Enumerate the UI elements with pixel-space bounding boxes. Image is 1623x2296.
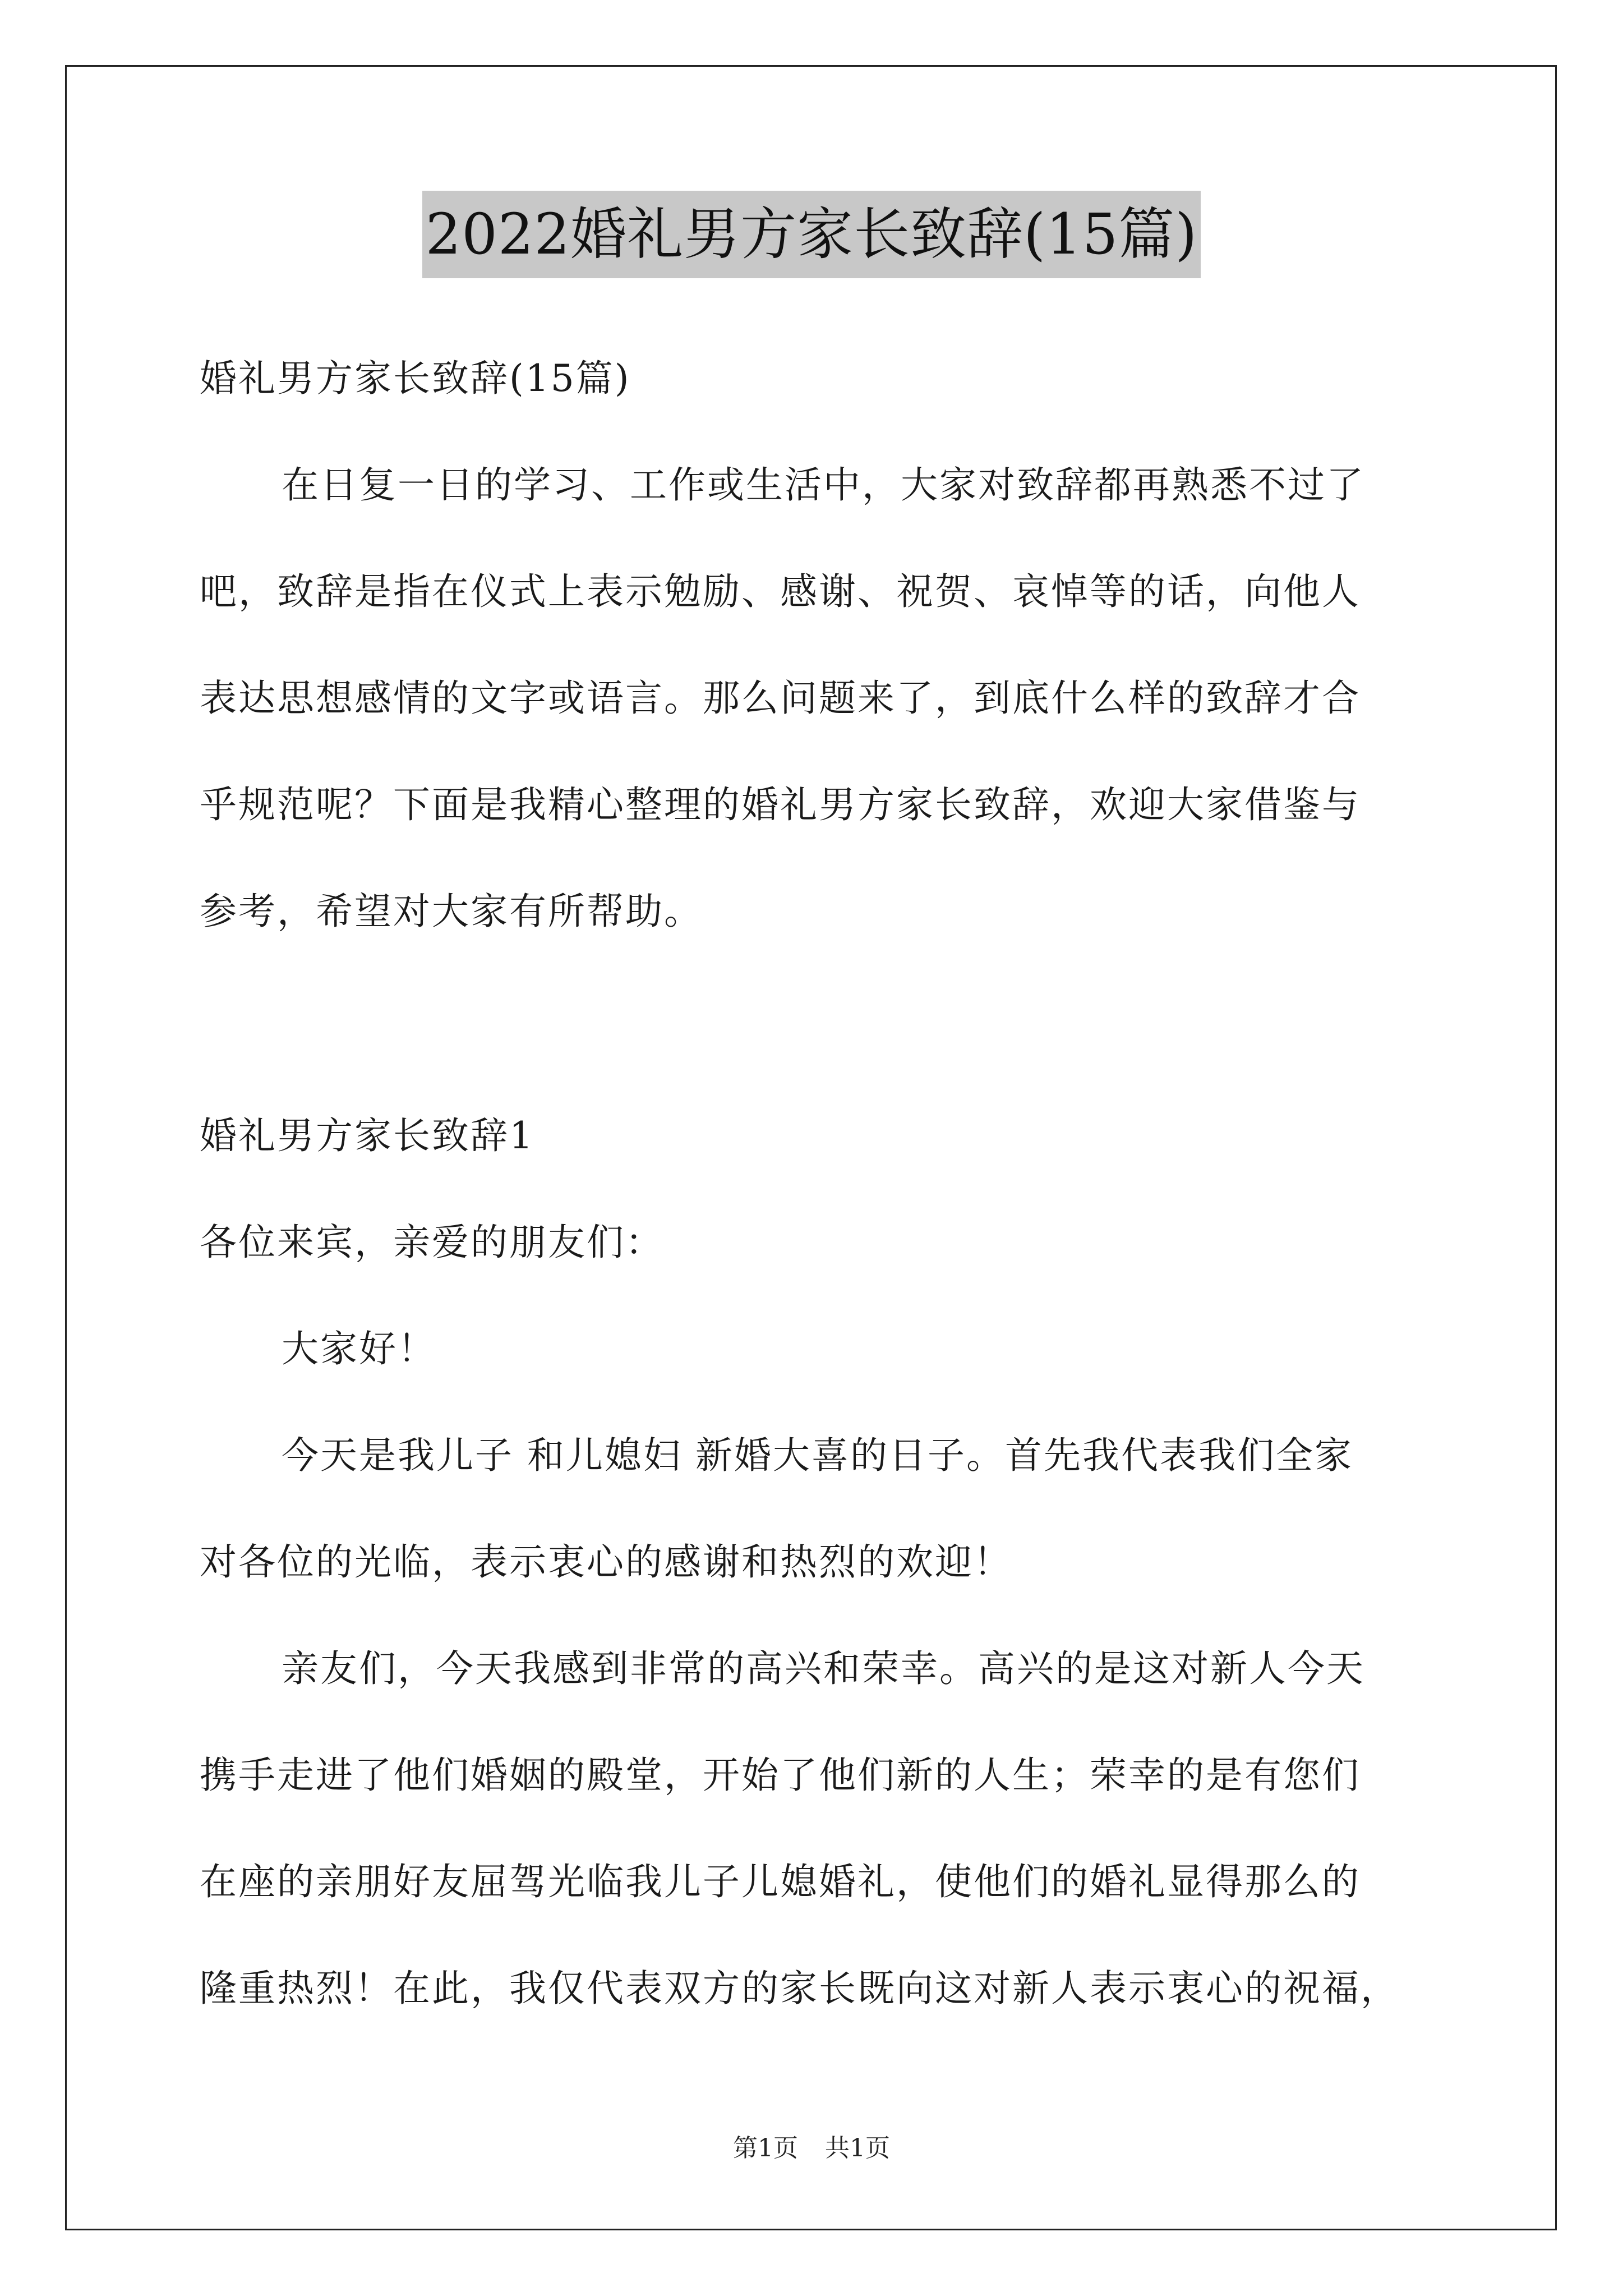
salutation: 各位来宾，亲爱的朋友们：	[200, 1221, 664, 1264]
intro-line: 表达思想感情的文字或语言。那么问题来了，到底什么样的致辞才合	[200, 677, 1361, 720]
paragraph-line: 亲友们，今天我感到非常的高兴和荣幸。高兴的是这对新人今天	[282, 1647, 1365, 1690]
intro-line: 乎规范呢？下面是我精心整理的婚礼男方家长致辞，欢迎大家借鉴与	[200, 783, 1361, 826]
page-number-current: 第1页	[733, 2134, 798, 2162]
intro-line: 吧，致辞是指在仪式上表示勉励、感谢、祝贺、哀悼等的话，向他人	[200, 570, 1361, 613]
document-subtitle: 婚礼男方家长致辞(15篇)	[200, 357, 631, 400]
section-heading: 婚礼男方家长致辞1	[200, 1114, 534, 1157]
document-title: 2022婚礼男方家长致辞(15篇)	[422, 191, 1201, 278]
title-container	[0, 191, 1623, 278]
paragraph-line: 对各位的光临，表示衷心的感谢和热烈的欢迎！	[200, 1540, 1012, 1584]
paragraph-line: 今天是我儿子 和儿媳妇 新婚大喜的日子。首先我代表我们全家	[282, 1434, 1353, 1477]
intro-line: 在日复一日的学习、工作或生活中，大家对致辞都再熟悉不过了	[282, 463, 1365, 507]
greeting: 大家好！	[282, 1327, 436, 1370]
intro-line: 参考，希望对大家有所帮助。	[200, 890, 703, 933]
page-number-total: 共1页	[825, 2134, 890, 2162]
paragraph-line: 在座的亲朋好友屈驾光临我儿子儿媳婚礼，使他们的婚礼显得那么的	[200, 1860, 1361, 1903]
paragraph-line: 携手走进了他们婚姻的殿堂，开始了他们新的人生；荣幸的是有您们	[200, 1754, 1361, 1797]
page-footer	[0, 2132, 1623, 2165]
paragraph-line: 隆重热烈！在此，我仅代表双方的家长既向这对新人表示衷心的祝福，	[200, 1967, 1399, 2010]
